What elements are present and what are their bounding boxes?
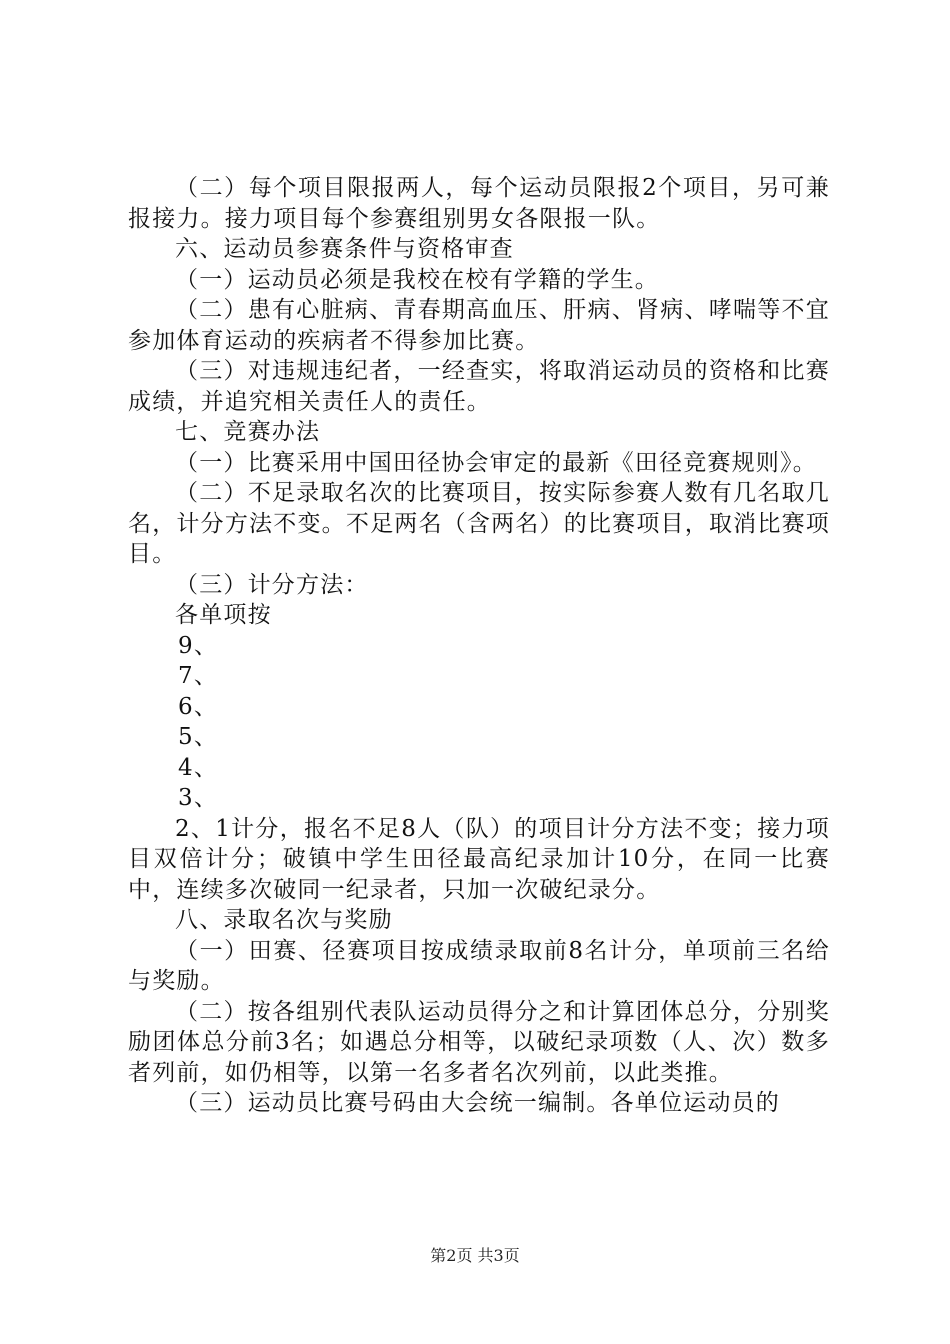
score-item-5: 5、 <box>178 724 219 750</box>
section-heading-8: 八、录取名次与奖励 <box>175 907 393 933</box>
section-heading-7: 七、竞赛办法 <box>175 419 321 445</box>
document-body <box>128 173 830 1119</box>
paragraph-8-3: （三）运动员比赛号码由大会统一编制。各单位运动员的 <box>175 1090 780 1116</box>
paragraph-6-3: （三）对违规违纪者，一经查实，将取消运动员的资格和比赛成绩，并追究相关责任人的责任。 <box>128 358 830 415</box>
paragraph-8-1: （一）田赛、径赛项目按成绩录取前8名计分，单项前三名给与奖励。 <box>128 937 830 994</box>
paragraph-entry-limit: （二）每个项目限报两人，每个运动员限报2个项目，另可兼报接力。接力项目每个参赛组别男女各限报一队。 <box>128 175 830 232</box>
score-item-4: 4、 <box>178 754 219 781</box>
page-number-footer: 第2页 共3页 <box>430 1246 520 1265</box>
score-item-7: 7、 <box>178 663 219 689</box>
score-item-9: 9、 <box>178 632 219 659</box>
paragraph-7-2: （二）不足录取名次的比赛项目，按实际参赛人数有几名取几名，计分方法不变。不足两名（含两名）的比赛项目，取消比赛项目。 <box>128 480 830 567</box>
paragraph-7-3: （三）计分方法： <box>175 571 369 598</box>
score-item-3: 3、 <box>178 785 219 811</box>
paragraph-8-2: （二）按各组别代表队运动员得分之和计算团体总分，分别奖励团体总分前3名；如遇总分相等，以破纪录项数（人、次）数多者列前，如仍相等，以第一名多者名次列前，以此类推。 <box>128 998 830 1086</box>
section-heading-6: 六、运动员参赛条件与资格审查 <box>175 236 514 262</box>
scoring-intro: 各单项按 <box>175 602 272 628</box>
score-item-6: 6、 <box>178 693 219 720</box>
paragraph-6-2: （二）患有心脏病、青春期高血压、肝病、肾病、哮喘等不宜参加体育运动的疾病者不得参加比赛。 <box>128 297 830 354</box>
scoring-rules: 2、1计分，报名不足8人（队）的项目计分方法不变；接力项目双倍计分；破镇中学生田径最高纪录加计10分，在同一比赛中，连续多次破同一纪录者，只加一次破纪录分。 <box>128 815 830 903</box>
paragraph-6-1: （一）运动员必须是我校在校有学籍的学生。 <box>175 266 659 293</box>
paragraph-7-1: （一）比赛采用中国田径协会审定的最新《田径竞赛规则》。 <box>175 449 817 476</box>
